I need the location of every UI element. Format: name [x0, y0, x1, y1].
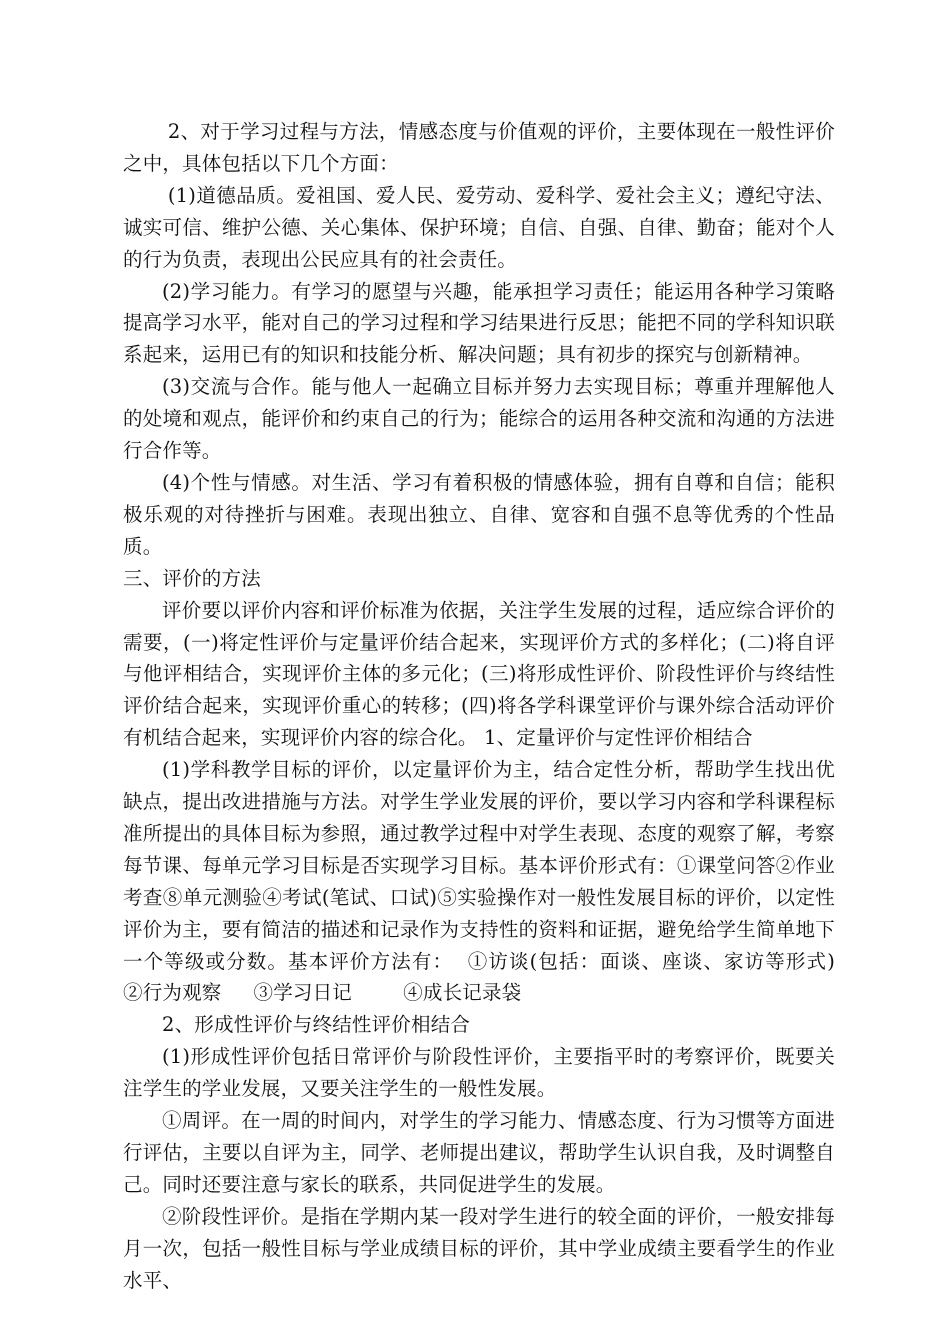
paragraph-weekly-evaluation: ①周评。在一周的时间内，对学生的学习能力、情感态度、行为习惯等方面进行评估，主要以自评为主，同学、老师提出建议，帮助学生认识自我，及时调整自己。同时还要注意与家长的联系，共同促进学生的发展。	[123, 1109, 835, 1196]
paragraph-evaluation-process: 2、对于学习过程与方法，情感态度与价值观的评价，主要体现在一般性评价之中，具体包括以下几个方面：	[123, 120, 835, 175]
paragraph-stage-evaluation: ②阶段性评价。是指在学期内某一段对学生进行的较全面的评价，一般安排每月一次，包括一般性目标与学业成绩目标的评价，其中学业成绩主要看学生的作业水平、	[123, 1204, 835, 1292]
document-body	[123, 116, 855, 1297]
paragraph-subject-goal-evaluation: (1)学科教学目标的评价，以定量评价为主，结合定性分析，帮助学生找出优缺点，提出改进措施与方法。对学生学业发展的评价，要以学习内容和学科课程标准所提出的具体目标为参照，通过教学过程中对学生表现、态度的观察了解，考察每节课、每单元学习目标是否实现学习目标。基本评价形式有：①课堂问答②作业考查⑧单元测验④考试(笔试、口试)⑤实验操作对一般性发展目标的评价，以定性评价为主，要有简洁的描述和记录作为支持性的资料和证据，避免给学生简单地下一个等级或分数。基本评价方法有： ①访谈(包括：面谈、座谈、家访等形式) ②行为观察 ③学习日记 ④成长记录袋	[123, 758, 855, 1005]
paragraph-moral-quality: (1)道德品质。爱祖国、爱人民、爱劳动、爱科学、爱社会主义；遵纪守法、诚实可信、维护公德、关心集体、保护环境；自信、自强、自律、勤奋；能对个人的行为负责，表现出公民应具有的社会责任。	[123, 183, 835, 271]
paragraph-communication-cooperation: (3)交流与合作。能与他人一起确立目标并努力去实现目标；尊重并理解他人的处境和观点，能评价和约束自己的行为；能综合的运用各种交流和沟通的方法进行合作等。	[123, 375, 835, 463]
subheading-formative-summative: 2、形成性评价与终结性评价相结合	[162, 1013, 471, 1037]
section-heading-methods: 三、评价的方法	[123, 566, 261, 590]
paragraph-formative-evaluation: (1)形成性评价包括日常评价与阶段性评价，主要指平时的考察评价，既要关注学生的学业发展，又要关注学生的一般性发展。	[123, 1045, 835, 1101]
paragraph-personality-emotion: (4)个性与情感。对生活、学习有着积极的情感体验，拥有自尊和自信；能积极乐观的对待挫折与困难。表现出独立、自律、宽容和自强不息等优秀的个性品质。	[123, 470, 835, 558]
paragraph-methods-overview: 评价要以评价内容和评价标准为依据，关注学生发展的过程，适应综合评价的需要，(一)将定性评价与定量评价结合起来，实现评价方式的多样化；(二)将自评与他评相结合，实现评价主体的多元化；(三)将形成性评价、阶段性评价与终结性评价结合起来，实现评价重心的转移；(四)将各学科课堂评价与课外综合活动评价有机结合起来，实现评价内容的综合化。 1、定量评价与定性评价相结合	[123, 598, 835, 750]
paragraph-learning-ability: (2)学习能力。有学习的愿望与兴趣，能承担学习责任；能运用各种学习策略提高学习水平，能对自己的学习过程和学习结果进行反思；能把不同的学科知识联系起来，运用已有的知识和技能分析、解决问题；具有初步的探究与创新精神。	[123, 279, 835, 367]
